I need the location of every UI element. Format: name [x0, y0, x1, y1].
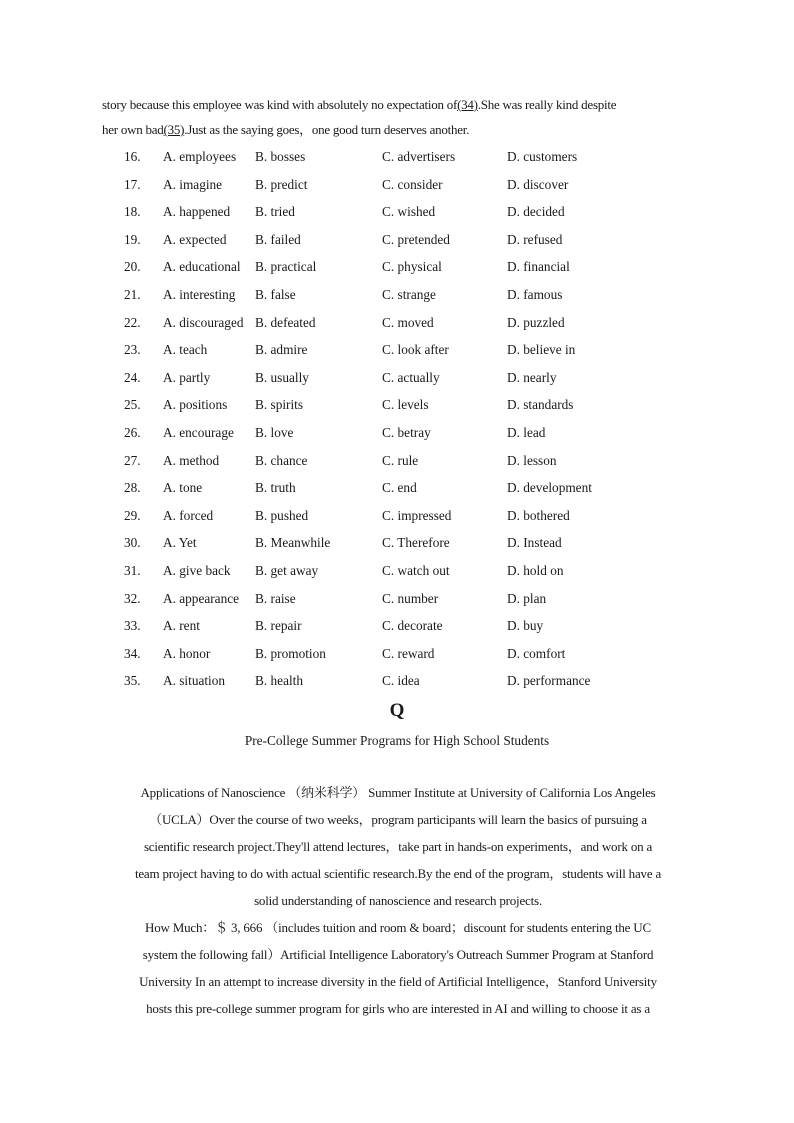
- option-d: D. discover: [507, 176, 569, 192]
- question-row: [124, 228, 684, 256]
- option-a: A. imagine: [163, 176, 223, 192]
- option-c: C. actually: [382, 369, 440, 385]
- option-a: A. Yet: [163, 535, 197, 551]
- passage-line: University In an attempt to increase diversity in the field of Artificial Intelligence，Stanford University: [139, 974, 657, 989]
- option-d: D. lead: [507, 424, 546, 440]
- question-row: [124, 421, 684, 449]
- option-b: B. repair: [255, 618, 302, 634]
- option-a: A. appearance: [163, 590, 240, 606]
- option-a: A. encourage: [163, 424, 234, 440]
- passage-line: （UCLA）Over the course of two weeks，program participants will learn the basics of pursuing a: [149, 812, 647, 827]
- question-row: [124, 145, 684, 173]
- question-row: [124, 449, 684, 477]
- section-subtitle: Pre-College Summer Programs for High School Students: [244, 733, 550, 748]
- question-row: [124, 504, 684, 532]
- question-number: 35.: [124, 673, 141, 689]
- option-c: C. reward: [382, 645, 435, 661]
- option-c: C. rule: [382, 452, 419, 468]
- option-d: D. puzzled: [507, 314, 565, 330]
- option-d: D. believe in: [507, 342, 576, 358]
- question-row: [124, 338, 684, 366]
- option-d: D. refused: [507, 231, 563, 247]
- option-a: A. situation: [163, 673, 226, 689]
- question-number: 18.: [124, 204, 141, 220]
- section-heading: Q: [389, 700, 405, 721]
- question-number: 28.: [124, 480, 141, 496]
- option-b: B. tried: [255, 204, 295, 220]
- passage-line: solid understanding of nanoscience and research projects.: [254, 893, 542, 908]
- option-c: C. advertisers: [382, 149, 456, 164]
- option-c: C. look after: [382, 342, 449, 358]
- option-a: A. partly: [163, 369, 211, 385]
- question-row: [124, 173, 684, 201]
- passage-text: .Just as the saying goes，one good turn deserves another.: [184, 122, 470, 137]
- option-c: C. decorate: [382, 618, 443, 634]
- question-row: [124, 669, 684, 697]
- option-b: B. promotion: [255, 645, 326, 661]
- option-d: D. famous: [507, 286, 563, 302]
- passage-line: system the following fall）Artificial Intelligence Laboratory's Outreach Summer Program at Stanford: [142, 947, 654, 962]
- option-b: B. practical: [255, 259, 317, 275]
- option-d: D. buy: [507, 618, 544, 634]
- option-c: C. end: [382, 480, 417, 496]
- option-b: B. chance: [255, 452, 308, 468]
- passage-line: Applications of Nanoscience （纳米科学） Summer Institute at University of California Los Angeles: [140, 785, 656, 800]
- blank-34: (34): [457, 97, 478, 112]
- passage-text: story because this employee was kind with absolutely no expectation of: [102, 97, 458, 112]
- option-c: C. consider: [382, 176, 443, 192]
- option-c: C. betray: [382, 424, 431, 440]
- option-c: C. pretended: [382, 231, 450, 247]
- option-d: D. nearly: [507, 369, 557, 385]
- option-a: A. interesting: [163, 286, 236, 302]
- question-row: [124, 587, 684, 615]
- option-a: A. positions: [163, 397, 228, 413]
- option-c: C. idea: [382, 673, 420, 689]
- question-row: [124, 531, 684, 559]
- option-c: C. Therefore: [382, 535, 450, 551]
- question-number: 31.: [124, 562, 141, 578]
- question-number: 30.: [124, 535, 141, 551]
- option-b: B. love: [255, 424, 294, 440]
- question-row: [124, 476, 684, 504]
- question-number: 34.: [124, 645, 141, 661]
- question-number: 27.: [124, 452, 141, 468]
- option-b: B. raise: [255, 590, 296, 606]
- option-d: D. standards: [507, 397, 574, 413]
- answer-options-list: [124, 145, 684, 697]
- question-number: 23.: [124, 342, 141, 358]
- question-row: [124, 559, 684, 587]
- option-a: A. educational: [163, 259, 241, 275]
- question-number: 25.: [124, 397, 141, 413]
- option-d: D. performance: [507, 673, 591, 689]
- option-b: B. health: [255, 673, 304, 689]
- question-number: 19.: [124, 231, 141, 247]
- reading-passage: [96, 779, 700, 1022]
- option-a: A. teach: [163, 342, 208, 358]
- option-a: A. honor: [163, 645, 211, 661]
- passage-text: her own bad: [102, 122, 164, 137]
- question-number: 33.: [124, 618, 141, 634]
- option-c: C. number: [382, 590, 439, 606]
- question-row: [124, 642, 684, 670]
- option-b: B. Meanwhile: [255, 535, 331, 551]
- option-b: B. get away: [255, 562, 319, 578]
- passage-line: How Much：＄ 3, 666 （includes tuition and room & board；discount for students entering the UC: [145, 920, 651, 935]
- question-number: 17.: [124, 176, 141, 192]
- option-d: D. lesson: [507, 452, 557, 468]
- question-row: [124, 255, 684, 283]
- option-b: B. usually: [255, 369, 309, 385]
- option-d: D. bothered: [507, 507, 570, 523]
- option-b: B. predict: [255, 176, 308, 192]
- option-b: B. admire: [255, 342, 308, 358]
- option-c: C. wished: [382, 204, 436, 220]
- question-number: 29.: [124, 507, 141, 523]
- question-number: 32.: [124, 590, 141, 606]
- question-row: [124, 311, 684, 339]
- option-d: D. Instead: [507, 535, 562, 551]
- question-row: [124, 614, 684, 642]
- option-d: D. customers: [507, 149, 578, 164]
- option-a: A. give back: [163, 562, 231, 578]
- option-d: D. decided: [507, 204, 565, 220]
- option-a: A. rent: [163, 618, 200, 634]
- question-number: 22.: [124, 314, 141, 330]
- option-b: B. pushed: [255, 507, 309, 523]
- option-c: C. watch out: [382, 562, 450, 578]
- option-a: A. employees: [163, 149, 237, 164]
- option-d: D. hold on: [507, 562, 564, 578]
- option-d: D. plan: [507, 590, 547, 606]
- option-b: B. bosses: [255, 149, 306, 164]
- question-number: 21.: [124, 286, 141, 302]
- option-a: A. expected: [163, 231, 227, 247]
- blank-35: (35): [163, 122, 185, 137]
- option-a: A. method: [163, 452, 220, 468]
- option-d: D. comfort: [507, 645, 566, 661]
- option-a: A. forced: [163, 507, 214, 523]
- option-c: C. levels: [382, 397, 429, 413]
- option-b: B. failed: [255, 231, 301, 247]
- question-number: 20.: [124, 259, 141, 275]
- option-b: B. spirits: [255, 397, 304, 413]
- option-a: A. discouraged: [163, 314, 244, 330]
- passage-text: .She was really kind despite: [477, 97, 617, 112]
- passage-line-1: [102, 92, 692, 117]
- option-b: B. false: [255, 286, 296, 302]
- question-row: [124, 366, 684, 394]
- option-d: D. development: [507, 480, 592, 496]
- passage-continuation: [102, 92, 692, 142]
- question-number: 24.: [124, 369, 141, 385]
- option-c: C. moved: [382, 314, 434, 330]
- passage-line: team project having to do with actual scientific research.By the end of the program，students will have a: [134, 866, 662, 881]
- option-a: A. tone: [163, 480, 203, 496]
- option-a: A. happened: [163, 204, 231, 220]
- option-c: C. strange: [382, 286, 436, 302]
- option-b: B. truth: [255, 480, 296, 496]
- question-row: [124, 200, 684, 228]
- option-c: C. physical: [382, 259, 442, 275]
- question-row: [124, 283, 684, 311]
- passage-line: hosts this pre-college summer program for girls who are interested in AI and willing to choose it as a: [146, 1001, 650, 1016]
- option-b: B. defeated: [255, 314, 316, 330]
- option-c: C. impressed: [382, 507, 452, 523]
- option-d: D. financial: [507, 259, 570, 275]
- passage-line-2: [102, 117, 692, 142]
- passage-line: scientific research project.They'll attend lectures，take part in hands-on experiments，and work on a: [143, 839, 653, 854]
- question-number: 16.: [124, 149, 141, 164]
- question-number: 26.: [124, 424, 141, 440]
- question-row: [124, 393, 684, 421]
